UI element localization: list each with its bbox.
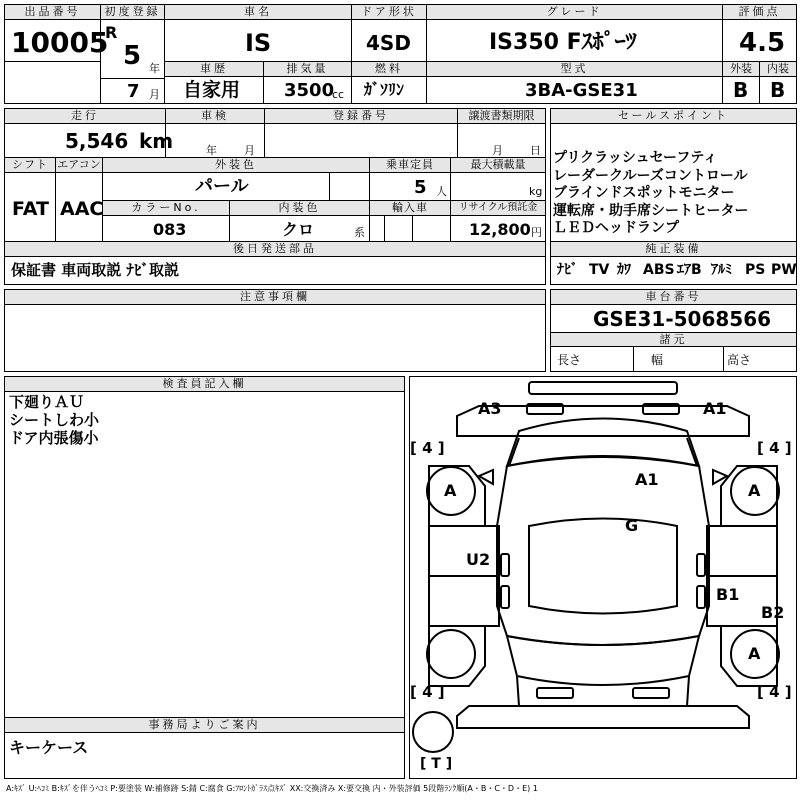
score: 4.5	[739, 28, 786, 58]
model: 3BA-GSE31	[525, 80, 638, 101]
car-name: IS	[245, 29, 272, 57]
tire-rear-right: [ 4 ]	[757, 683, 792, 701]
lot-cell	[4, 4, 109, 62]
mark-a1-front: A1	[703, 399, 727, 418]
interior-grade: B	[770, 78, 786, 102]
mark-a-front-left: A	[444, 481, 457, 500]
sales-point: 運転席・助手席シートヒーター	[553, 203, 749, 219]
year-unit: 年	[149, 62, 160, 75]
score-cell	[722, 4, 797, 62]
mileage-unit: km	[139, 129, 174, 153]
max-load-cell	[450, 157, 546, 201]
equipment-item: TV	[589, 262, 610, 278]
mark-a3: A3	[478, 399, 502, 418]
color-no: 083	[153, 220, 187, 239]
sales-point: ＬＥＤヘッドランプ	[553, 220, 679, 236]
car-name-label: 車名	[165, 5, 351, 20]
mark-b1: B1	[716, 585, 740, 604]
tire-front-right: [ 4 ]	[757, 439, 792, 457]
inspector-cell	[4, 376, 405, 718]
recycle-label: リサイクル預託金	[451, 201, 545, 216]
fuel: ｶﾞｿﾘﾝ	[364, 80, 405, 99]
ac: AAC	[60, 198, 104, 220]
chassis-label: 車台番号	[551, 290, 796, 305]
displacement: 3500	[284, 80, 335, 101]
shift-label: シフト	[5, 158, 55, 173]
recycle-cell	[450, 200, 546, 242]
displacement-cell	[263, 61, 352, 104]
grade: IS350 Fｽﾎﾟｰﾂ	[489, 30, 637, 55]
inspection-year-unit: 年	[206, 144, 217, 157]
history-cell	[164, 61, 264, 104]
chassis-number: GSE31-5068566	[593, 307, 772, 331]
notes-cell	[4, 289, 546, 372]
interior-cell	[759, 61, 797, 104]
length-label: 長さ	[557, 353, 582, 367]
capacity-label: 乗車定員	[370, 158, 450, 173]
equipment-item: ｴｱB	[677, 262, 702, 278]
grade-cell	[426, 4, 723, 62]
reg-month: 7	[127, 81, 140, 102]
recycle: 12,800	[469, 220, 531, 239]
car-outline	[409, 376, 797, 779]
mileage-cell	[4, 108, 174, 158]
lot-blank	[4, 61, 101, 104]
later-parts-cell	[4, 241, 546, 285]
model-cell	[426, 61, 723, 104]
tire-rear-left: [ 4 ]	[410, 683, 445, 701]
interior-label: 内装	[760, 62, 796, 77]
reg-year: 5	[123, 41, 142, 71]
door-cell	[351, 4, 427, 62]
exterior-grade: B	[733, 78, 749, 102]
transfer-day-unit: 日	[530, 144, 541, 157]
lot-number: 10005	[11, 26, 109, 59]
shift-cell	[4, 157, 56, 242]
recycle-unit: 円	[531, 226, 542, 239]
import-cell	[369, 200, 451, 242]
ext-color: パール	[195, 176, 249, 197]
office-note: キーケース	[9, 738, 89, 757]
sales-points-label: セールスポイント	[551, 109, 796, 124]
equipment-item: PW	[771, 262, 797, 278]
capacity: 5	[414, 177, 427, 198]
door-label: ドア形状	[352, 5, 426, 20]
history-label: 車歴	[165, 62, 263, 77]
inspector-note: 下廻りＡＵ	[9, 393, 85, 411]
int-color-cell	[229, 200, 370, 242]
era: R	[105, 23, 118, 42]
lot-label: 出品番号	[5, 5, 100, 20]
inspection-label: 車検	[166, 109, 264, 124]
inspector-note: ドア内張傷小	[9, 429, 99, 447]
spec-label: 諸元	[551, 332, 796, 347]
sales-point: ブラインドスポットモニター	[553, 185, 735, 201]
mileage: 5,546	[65, 129, 129, 153]
mark-g: G	[625, 516, 639, 535]
equipment-item: ABS	[643, 262, 675, 278]
inspector-note: シートしわ小	[9, 411, 100, 429]
first-reg-cell	[100, 4, 165, 104]
mileage-label: 走行	[5, 109, 165, 124]
first-reg-label: 初度登録	[101, 5, 164, 20]
ext-color-cell	[102, 157, 370, 201]
office-label: 事務局よりご案内	[5, 718, 404, 733]
inspection-cell	[165, 108, 265, 158]
notes-label: 注意事項欄	[5, 290, 545, 305]
reg-no-cell	[264, 108, 458, 158]
mark-b2: B2	[761, 603, 785, 622]
car-name-cell	[164, 4, 352, 62]
color-no-label: カラーNo.	[103, 201, 229, 216]
sales-point: プリクラッシュセーフティ	[553, 150, 718, 166]
tire-front-left: [ 4 ]	[410, 439, 445, 457]
displacement-label: 排気量	[264, 62, 351, 77]
equipment-item: ｱﾙﾐ	[711, 262, 732, 278]
exterior-label: 外装	[723, 62, 759, 77]
score-label: 評価点	[723, 5, 796, 20]
history: 自家用	[183, 79, 241, 101]
transfer-month-unit: 月	[492, 144, 503, 157]
width-label: 幅	[651, 353, 664, 367]
inspection-month-unit: 月	[244, 144, 255, 157]
later-parts-label: 後日発送部品	[5, 242, 545, 257]
capacity-unit: 人	[436, 185, 447, 198]
fuel-label: 燃料	[352, 62, 426, 77]
equipment-item: ﾅﾋﾞ	[557, 262, 578, 278]
max-load-label: 最大積載量	[451, 158, 545, 173]
import-label: 輸入車	[370, 201, 450, 216]
ac-label: エアコン	[57, 158, 101, 171]
month-unit: 月	[149, 88, 160, 101]
exterior-cell	[722, 61, 760, 104]
sales-point: レーダークルーズコントロール	[553, 168, 748, 184]
int-color-label: 内装色	[230, 201, 369, 216]
transfer-cell	[457, 108, 546, 158]
spare-tire: [ T ]	[420, 756, 453, 772]
shift: FAT	[12, 198, 49, 220]
equipment-cell	[550, 241, 797, 285]
equipment-item: PS	[745, 262, 766, 278]
inspector-label: 検査員記入欄	[5, 377, 404, 392]
height-label: 高さ	[727, 353, 752, 367]
capacity-cell	[369, 157, 451, 201]
ext-color-label: 外装色	[103, 158, 369, 173]
chassis-cell	[550, 289, 797, 372]
max-load-unit: kg	[529, 185, 543, 198]
mark-a-rear-right: A	[748, 644, 761, 663]
grade-label: グレード	[427, 5, 722, 20]
reg-no-label: 登録番号	[265, 109, 457, 124]
color-no-cell	[102, 200, 230, 242]
model-label: 型式	[427, 62, 722, 77]
later-parts: 保証書 車両取説 ﾅﾋﾞ取説	[11, 261, 179, 279]
int-color-unit: 系	[354, 226, 365, 239]
equipment-label: 純正装備	[551, 242, 796, 257]
door: 4SD	[366, 31, 411, 55]
ac-cell	[55, 157, 103, 242]
transfer-label: 譲渡書類期限	[458, 109, 545, 124]
displacement-unit: cc	[332, 88, 345, 101]
mark-u2: U2	[466, 550, 491, 569]
sales-points-cell	[550, 108, 797, 242]
mark-a-front-right: A	[748, 481, 761, 500]
legend: A:ｷｽﾞ U:ﾍｺﾐ B:ｷｽﾞを伴うﾍｺﾐ P:要塗装 W:補修跡 S:錆 C:腐食 G:ﾌﾛﾝﾄｶﾞﾗｽ点ｷｽﾞ XX:交換済み X:要交換 内・外装評価 5段階ﾗﾝｸ順(A・B・C・D・E) 1	[6, 784, 538, 793]
mark-a1-roof: A1	[635, 470, 659, 489]
int-color: クロ	[282, 220, 315, 239]
office-cell	[4, 717, 405, 779]
fuel-cell	[351, 61, 427, 104]
equipment-item: ｶﾜ	[617, 262, 631, 278]
